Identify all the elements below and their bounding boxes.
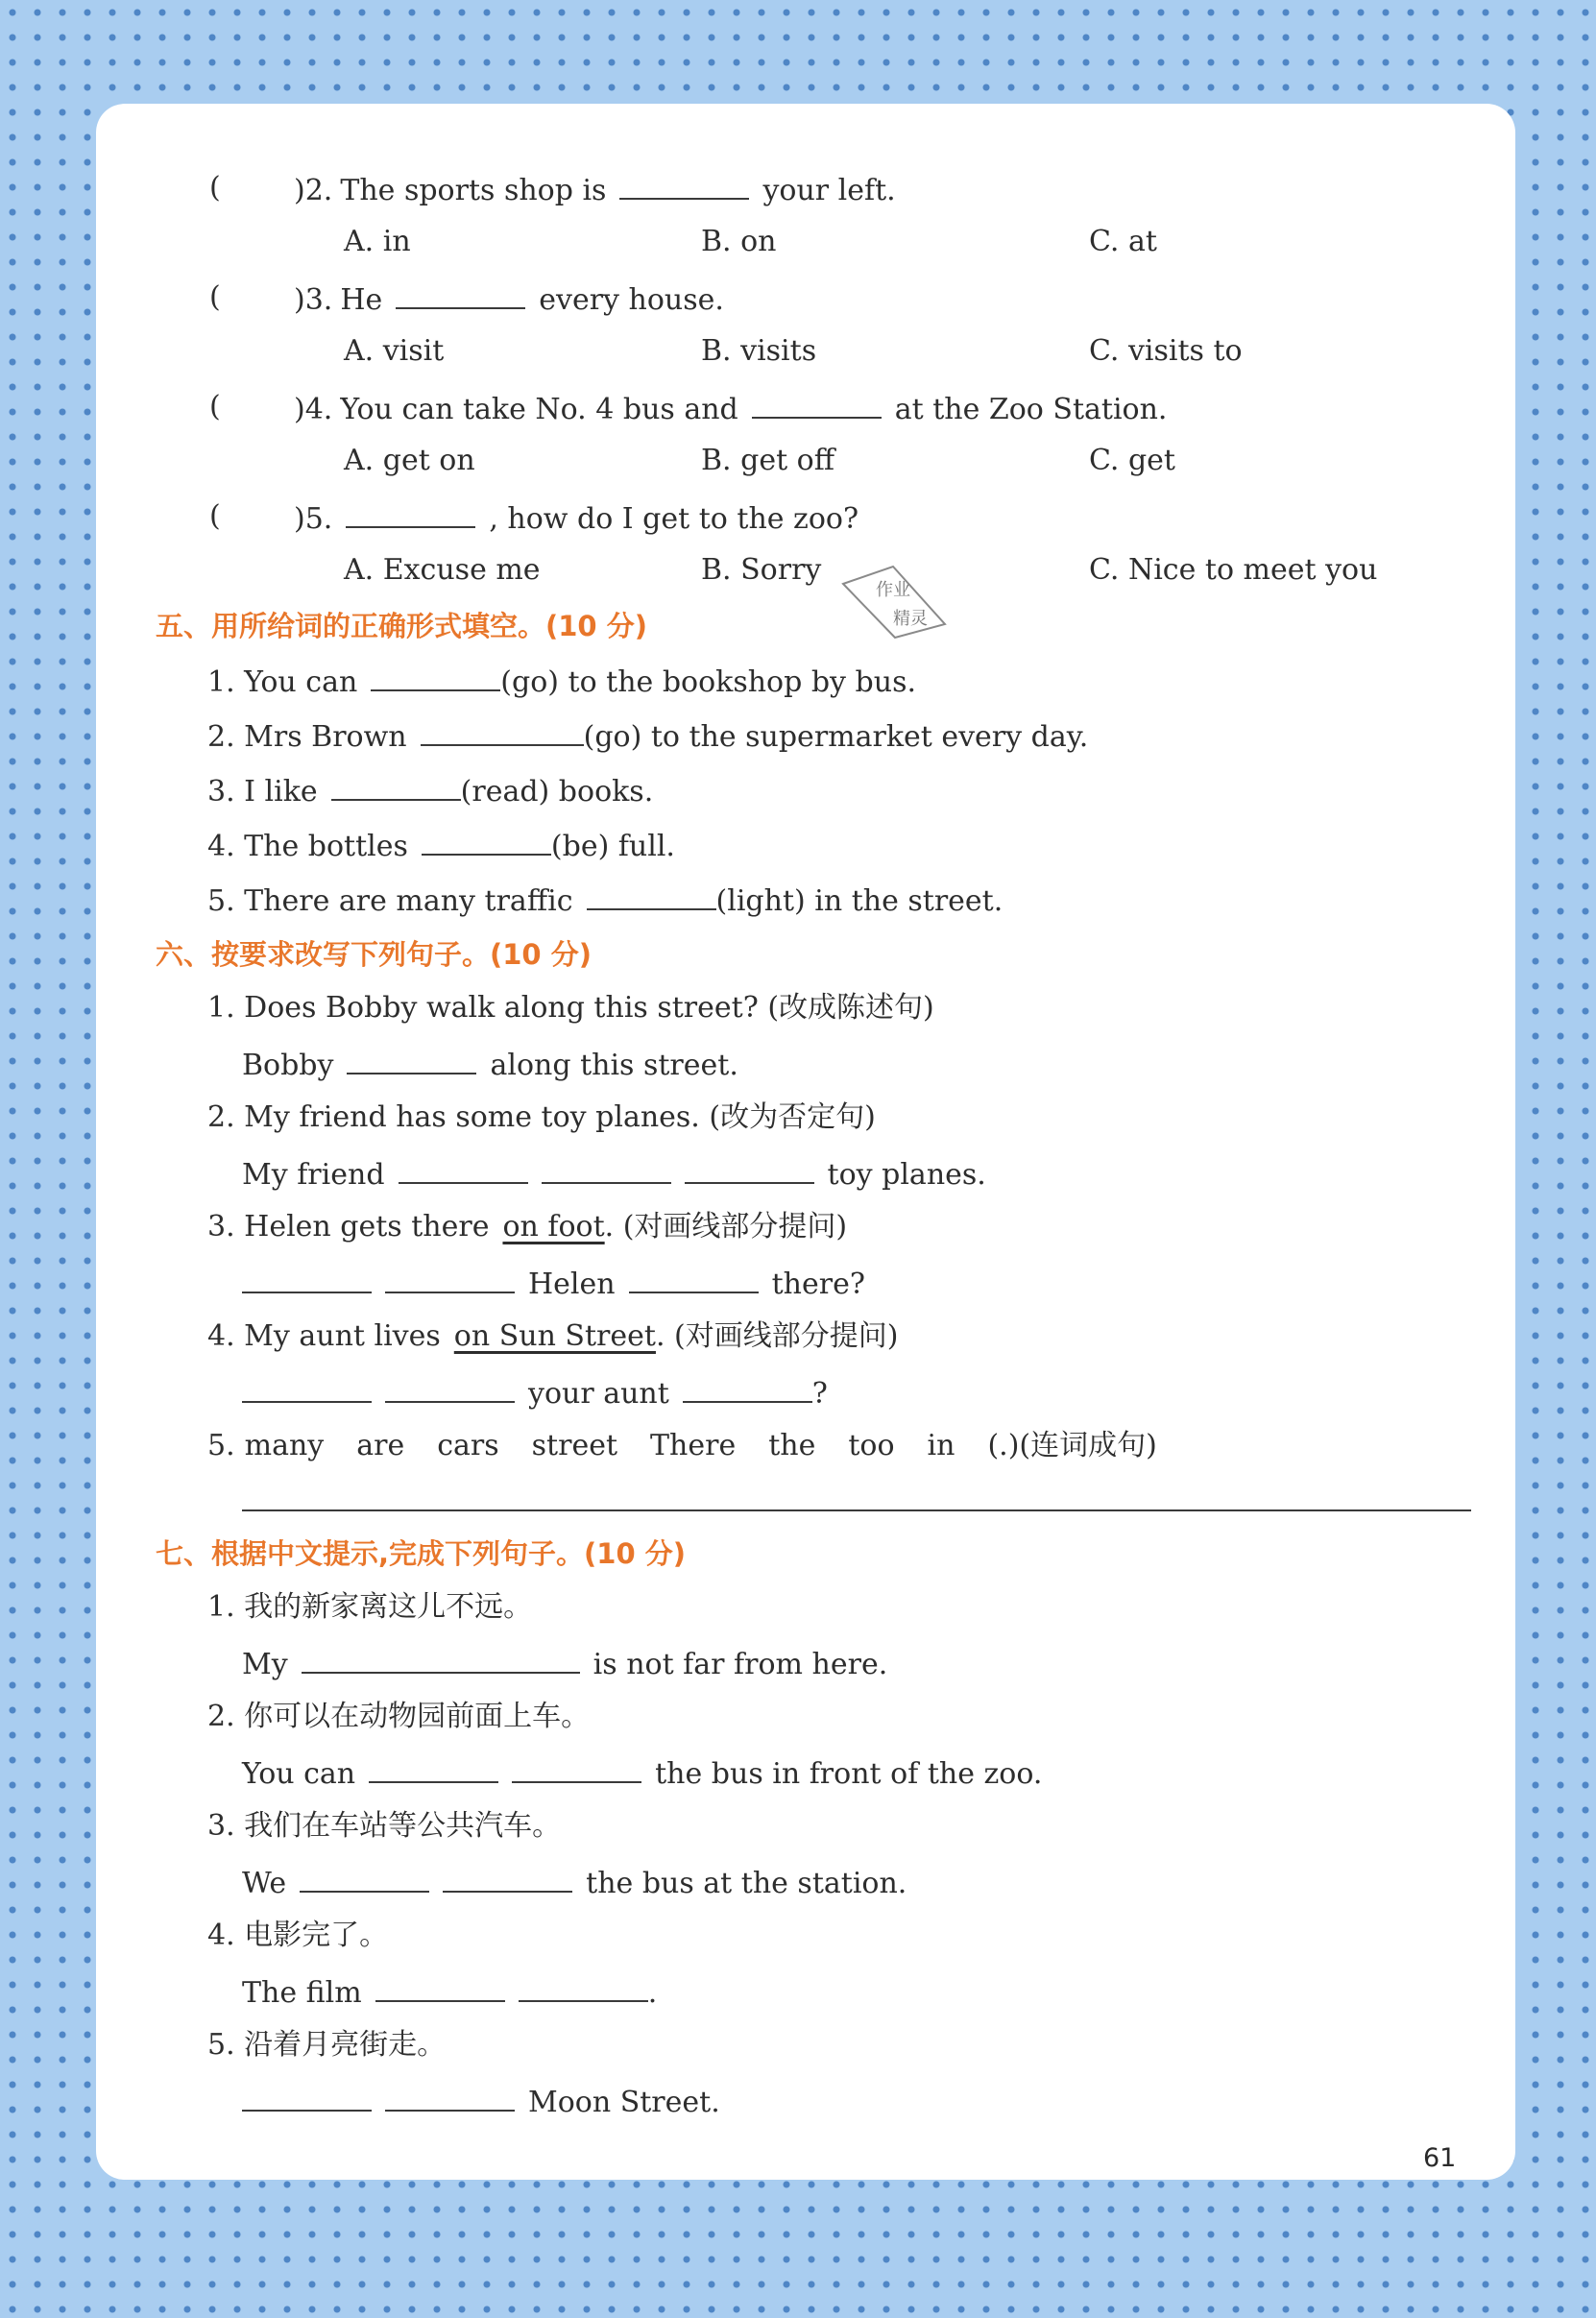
s6-q1-answer: Bobby along this street. <box>242 1044 738 1082</box>
svg-text:精灵: 精灵 <box>893 609 928 629</box>
question-q2: )2. The sports shop is your left. <box>294 169 896 207</box>
answer-paren-q2[interactable]: ( <box>209 171 221 205</box>
s6-q1: 1. Does Bobby walk along this street? (改成陈述句) <box>207 991 934 1025</box>
option-a[interactable]: A. get on <box>344 444 475 477</box>
option-a[interactable]: A. Excuse me <box>344 553 541 587</box>
s5-item-3: 3. I like (read) books. <box>207 770 653 809</box>
s7-item-4-answer: The film . <box>242 1971 657 2010</box>
s6-q2-answer: My friend toy planes. <box>242 1153 986 1192</box>
blank[interactable] <box>242 1372 372 1403</box>
s7-item-5-answer: Moon Street. <box>242 2081 720 2119</box>
option-b[interactable]: B. on <box>701 225 777 258</box>
option-b[interactable]: B. Sorry <box>701 553 822 587</box>
s7-item-4-cn: 4. 电影完了。 <box>207 1919 389 1952</box>
blank[interactable] <box>385 2081 515 2112</box>
s5-item-1: 1. You can (go) to the bookshop by bus. <box>207 661 916 699</box>
blank[interactable] <box>399 1153 528 1184</box>
s7-item-1-answer: My is not far from here. <box>242 1643 887 1681</box>
blank[interactable] <box>396 278 525 309</box>
s7-item-5-cn: 5. 沿着月亮街走。 <box>207 2028 447 2062</box>
blank[interactable] <box>421 715 584 746</box>
s7-item-3-answer: We the bus at the station. <box>242 1862 907 1900</box>
s6-q4: 4. My aunt lives on Sun Street . (对画线部分提问) <box>207 1317 898 1356</box>
blank[interactable] <box>629 1263 759 1293</box>
svg-text:作业: 作业 <box>876 580 910 600</box>
blank[interactable] <box>347 1044 476 1074</box>
option-c[interactable]: C. get <box>1089 444 1175 477</box>
blank[interactable] <box>371 661 500 691</box>
blank[interactable] <box>422 825 551 856</box>
question-q4: )4. You can take No. 4 bus and at the Zoo Station. <box>294 388 1167 426</box>
blank[interactable] <box>587 880 716 910</box>
blank[interactable] <box>242 1263 372 1293</box>
blank[interactable] <box>346 497 475 528</box>
option-a[interactable]: A. in <box>344 225 411 258</box>
blank[interactable] <box>331 770 461 801</box>
blank[interactable] <box>369 1752 498 1783</box>
s6-q4-answer: your aunt ? <box>242 1372 828 1411</box>
option-c[interactable]: C. Nice to meet you <box>1089 553 1378 587</box>
option-b[interactable]: B. visits <box>701 334 817 368</box>
question-q3: )3. He every house. <box>294 278 724 317</box>
s5-item-2: 2. Mrs Brown (go) to the supermarket every day. <box>207 715 1088 754</box>
blank[interactable] <box>542 1153 671 1184</box>
page-number: 61 <box>1423 2143 1457 2173</box>
blank[interactable] <box>619 169 749 200</box>
option-a[interactable]: A. visit <box>344 334 445 368</box>
blank[interactable] <box>302 1643 580 1674</box>
underlined-phrase: on foot <box>502 1210 605 1244</box>
s5-item-5: 5. There are many traffic (light) in the street. <box>207 880 1003 918</box>
blank[interactable] <box>385 1263 515 1293</box>
blank[interactable] <box>300 1862 429 1893</box>
blank[interactable] <box>512 1752 641 1783</box>
s5-item-4: 4. The bottles (be) full. <box>207 825 675 863</box>
s6-q5: 5. many are cars street There the too in (.)(连词成句) <box>207 1429 1157 1462</box>
s7-item-2-cn: 2. 你可以在动物园前面上车。 <box>207 1700 591 1733</box>
answer-line[interactable] <box>242 1509 1471 1511</box>
blank[interactable] <box>685 1153 814 1184</box>
s6-q3-answer: Helen there? <box>242 1263 865 1301</box>
section7-heading: 七、根据中文提示,完成下列句子。(10 分) <box>156 1537 686 1570</box>
s7-item-3-cn: 3. 我们在车站等公共汽车。 <box>207 1809 562 1843</box>
question-q5: )5. , how do I get to the zoo? <box>294 497 858 536</box>
blank[interactable] <box>385 1372 515 1403</box>
answer-paren-q5[interactable]: ( <box>209 499 221 533</box>
option-b[interactable]: B. get off <box>701 444 835 477</box>
stamp-logo <box>837 528 953 643</box>
s7-item-2-answer: You can the bus in front of the zoo. <box>242 1752 1042 1791</box>
blank[interactable] <box>443 1862 572 1893</box>
option-c[interactable]: C. at <box>1089 225 1157 258</box>
blank[interactable] <box>683 1372 812 1403</box>
s6-q2: 2. My friend has some toy planes. (改为否定句) <box>207 1100 876 1134</box>
worksheet-page <box>96 104 1515 2180</box>
blank[interactable] <box>519 1971 648 2002</box>
blank[interactable] <box>242 2081 372 2112</box>
option-c[interactable]: C. visits to <box>1089 334 1243 368</box>
blank[interactable] <box>752 388 882 419</box>
answer-paren-q3[interactable]: ( <box>209 280 221 314</box>
s6-q3: 3. Helen gets there on foot . (对画线部分提问) <box>207 1208 847 1246</box>
blank[interactable] <box>375 1971 505 2002</box>
answer-paren-q4[interactable]: ( <box>209 390 221 423</box>
section5-heading: 五、用所给词的正确形式填空。(10 分) <box>156 610 647 642</box>
section6-heading: 六、按要求改写下列句子。(10 分) <box>156 938 592 971</box>
s7-item-1-cn: 1. 我的新家离这儿不远。 <box>207 1590 533 1624</box>
underlined-phrase: on Sun Street <box>453 1319 656 1353</box>
